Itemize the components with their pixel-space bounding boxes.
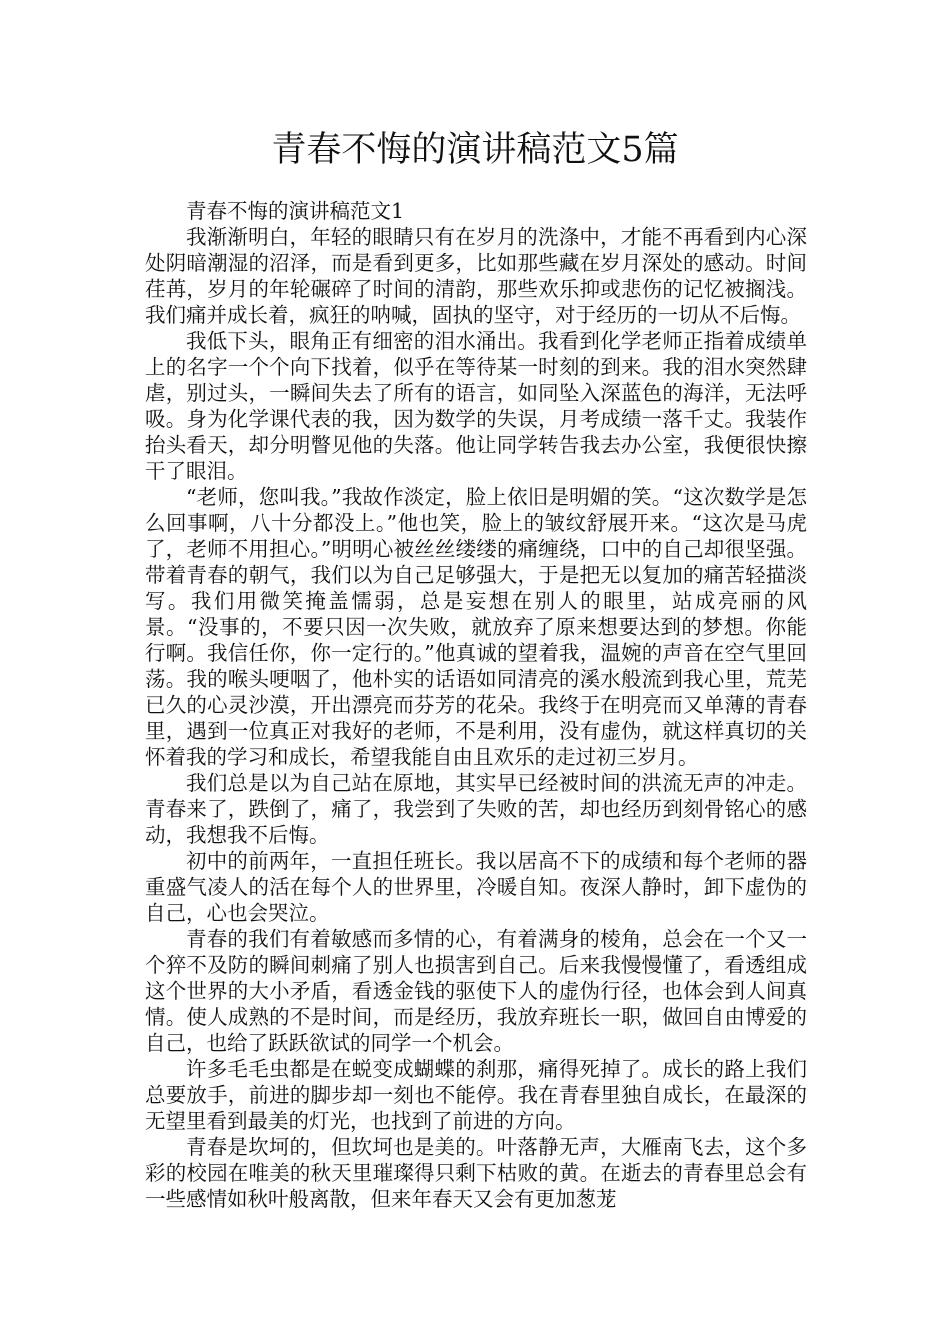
paragraph-2: 我低下头，眼角正有细密的泪水涌出。我看到化学老师正指着成绩单上的名字一个个向下找着，似乎在等待某一时刻的到来。我的泪水突然肆虐，别过头，一瞬间失去了所有的语言，如同坠入深蓝色的海洋，无法呼吸。身为化学课代表的我，因为数学的失误，月考成绩一落千丈。我装作抬头看天，却分明瞥见他的失落。他让同学转告我去办公室，我便很快擦干了眼泪。 [145,329,807,483]
paragraph-1: 我渐渐明白，年轻的眼睛只有在岁月的洗涤中，才能不再看到内心深处阴暗潮湿的沼泽，而是看到更多，比如那些藏在岁月深处的感动。时间荏苒，岁月的年轮碾碎了时间的清韵，那些欢乐抑或悲伤的记忆被搁浅。我们痛并成长着，疯狂的呐喊，固执的坚守，对于经历的一切从不后悔。 [145,225,807,327]
paragraph-7: 许多毛毛虫都是在蜕变成蝴蝶的刹那，痛得死掉了。成长的路上我们总要放手，前进的脚步却一刻也不能停。我在青春里独自成长，在最深的无望里看到最美的灯光，也找到了前进的方向。 [145,1057,807,1133]
paragraph-4: 我们总是以为自己站在原地，其实早已经被时间的洪流无声的冲走。青春来了，跌倒了，痛了，我尝到了失败的苦，却也经历到刻骨铭心的感动，我想我不后悔。 [145,771,807,847]
document-title: 青春不悔的演讲稿范文5篇 [271,130,679,170]
paragraph-5: 初中的前两年，一直担任班长。我以居高不下的成绩和每个老师的器重盛气凌人的活在每个人的世界里，冷暖自知。夜深人静时，卸下虚伪的自己，心也会哭泣。 [145,849,807,925]
paragraph-3: “老师，您叫我。”我故作淡定，脸上依旧是明媚的笑。“这次数学是怎么回事啊，八十分都没上。”他也笑，脸上的皱纹舒展开来。“这次是马虎了，老师不用担心。”明明心被丝丝缕缕的痛缠绕，口中的自己却很坚强。带着青春的朝气，我们以为自己足够强大，于是把无以复加的痛苦轻描淡写。我们用微笑掩盖懦弱，总是妄想在别人的眼里，站成亮丽的风景。“没事的，不要只因一次失败，就放弃了原来想要达到的梦想。你能行啊。我信任你，你一定行的。”他真诚的望着我，温婉的声音在空气里回荡。我的喉头哽咽了，他朴实的话语如同清亮的溪水般流到我心里，荒芜已久的心灵沙漠，开出漂亮而芬芳的花朵。我终于在明亮而又单薄的青春里，遇到一位真正对我好的老师，不是利用，没有虚伪，就这样真切的关怀着我的学习和成长，希望我能自由且欢乐的走过初三岁月。 [145,485,807,769]
document-body [145,198,807,1212]
section-heading: 青春不悔的演讲稿范文1 [186,199,405,223]
paragraph-6: 青春的我们有着敏感而多情的心，有着满身的棱角，总会在一个又一个猝不及防的瞬间刺痛了别人也损害到自己。后来我慢慢懂了，看透组成这个世界的大小矛盾，看透金钱的驱使下人的虚伪行径，也体会到人间真情。使人成熟的不是时间，而是经历，我放弃班长一职，做回自由博爱的自己，也给了跃跃欲试的同学一个机会。 [145,927,807,1055]
paragraph-8: 青春是坎坷的，但坎坷也是美的。叶落静无声，大雁南飞去，这个多彩的校园在唯美的秋天里璀璨得只剩下枯败的黄。在逝去的青春里总会有一些感情如秋叶般离散，但来年春天又会有更加葱茏 [145,1135,807,1211]
